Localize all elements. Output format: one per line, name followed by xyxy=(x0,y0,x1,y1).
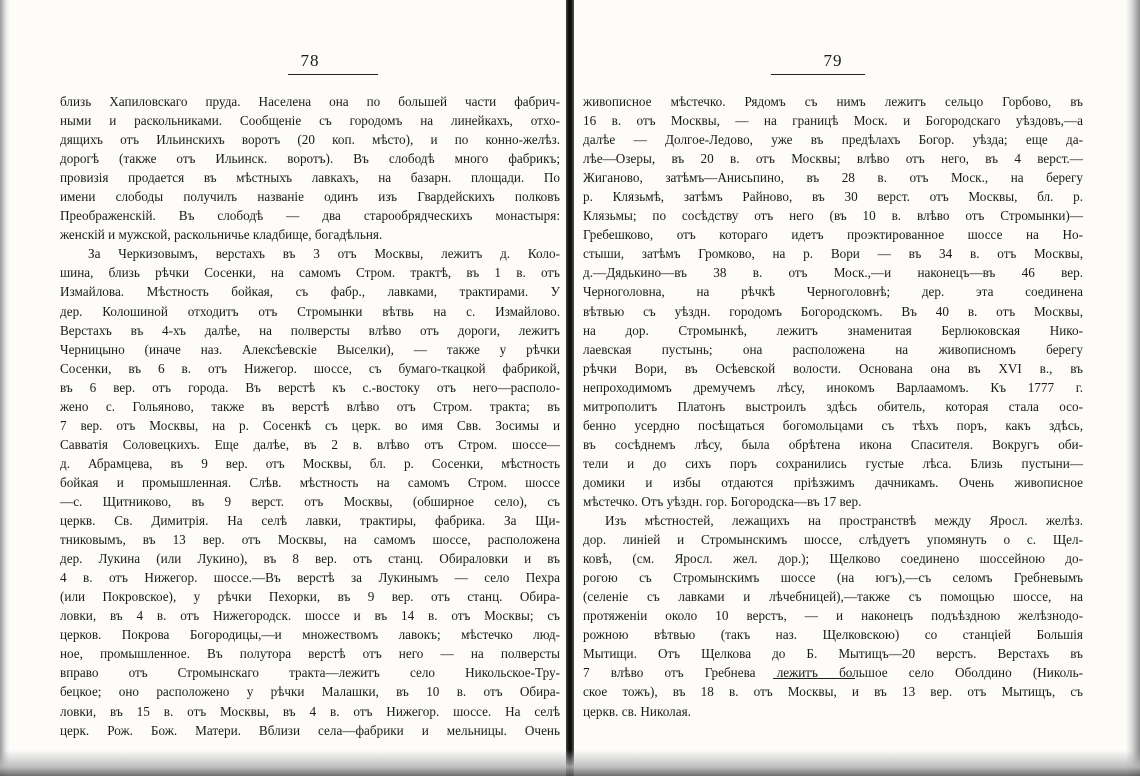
page-text xyxy=(583,92,1083,721)
text-line: ное, промышленное. Въ полутора верстѣ отъ него — на полверсты xyxy=(60,646,560,662)
text-line: бенно усердно посѣщаться богомольцами съ тѣхъ поръ, какъ здѣсь, xyxy=(583,417,1083,433)
text-line: Черноголовна, на рѣчкѣ Черноголовнѣ; дер. эта соединена xyxy=(583,284,1083,300)
text-line: —с. Щитниково, въ 9 верст. отъ Москвы, (обширное село), съ xyxy=(60,493,560,509)
text-line: шина, близь рѣчки Сосенки, на самомъ Стром. трактѣ, въ 1 в. отъ xyxy=(60,265,560,281)
text-line: имени слободы получилъ названіе одинъ изъ Гвардейскихъ полковъ xyxy=(60,189,560,205)
right-page xyxy=(583,0,1083,776)
text-line: дер. Лукина (или Лукино), въ 8 вер. отъ станц. Обираловки и въ xyxy=(60,551,560,567)
book-gutter xyxy=(566,0,574,776)
text-line: дор. линіей и Стромынскимъ шоссе, слѣдуетъ упомянуть о с. Щел- xyxy=(583,532,1083,548)
scan-bottom-edge xyxy=(0,750,1140,776)
text-line: церк. Рож. Бож. Матери. Вблизи села—фабрики и мельницы. Очень xyxy=(60,722,560,738)
text-line: стыши, затѣмъ Громково, на р. Вори — въ 34 в. отъ Москвы, xyxy=(583,246,1083,262)
text-line: вѣтвью съ уѣздн. городомъ Богородскомъ. Въ 40 в. отъ Москвы, xyxy=(583,303,1083,319)
page-number: 79 xyxy=(823,51,843,70)
text-line: на дор. Стромынкѣ, лежитъ знаменитая Берлюковская Нико- xyxy=(583,322,1083,338)
header-rule xyxy=(288,74,378,75)
text-line: Гребешково, отъ котораго идетъ проэктированное шоссе на Но- xyxy=(583,227,1083,243)
text-line: домики и избы отдаются пріѣзжимъ дачникамъ. Очень живописное xyxy=(583,474,1083,490)
text-line: рѣчки Вори, въ Осѣевской волости. Основана она въ XVI в., въ xyxy=(583,360,1083,376)
section-end-rule xyxy=(773,678,855,679)
text-line: (или Покровское), у рѣчки Пехорки, въ 9 вер. отъ станц. Обира- xyxy=(60,589,560,605)
text-line: Сосенки, въ 6 в. отъ Нижегор. шоссе, съ бумаго-ткацкой фабрикой, xyxy=(60,360,560,376)
text-line: въ сосѣднемъ лѣсу, была обрѣтена икона Спасителя. Вокругъ оби- xyxy=(583,436,1083,452)
text-line: въ 6 вер. отъ города. Въ верстѣ къ с.-востоку отъ него—располо- xyxy=(60,379,560,395)
text-line: протяженіи около 10 верстъ, — и наконецъ подъѣздною желѣзнодо- xyxy=(583,608,1083,624)
text-line: 4 в. отъ Нижегор. шоссе.—Въ верстѣ за Лукинымъ — село Пехра xyxy=(60,570,560,586)
text-line: 16 в. отъ Москвы, — на границѣ Моск. и Богородскаго уѣздовъ,—а xyxy=(583,113,1083,129)
text-line: За Черкизовымъ, верстахъ въ 3 отъ Москвы, лежитъ д. Коло- xyxy=(88,246,560,262)
text-line: ловки, въ 4 в. отъ Нижегородск. шоссе и въ 14 в. отъ Москвы; съ xyxy=(60,608,560,624)
text-line: дер. Колошиной отходитъ отъ Стромынки вѣтвь на с. Измайлово. xyxy=(60,303,560,319)
text-line: ское тожъ), въ 18 в. отъ Москвы, и въ 13 вер. отъ Мытищъ, съ xyxy=(583,684,1083,700)
text-line: рогою съ Стромынскимъ шоссе (на югъ),—съ селомъ Гребневымъ xyxy=(583,570,1083,586)
text-line: тниковымъ, въ 13 вер. отъ Москвы, на самомъ шоссе, расположена xyxy=(60,532,560,548)
text-line: ловки, въ 15 в. отъ Москвы, въ 4 в. отъ Нижегор. шоссе. На селѣ xyxy=(60,703,560,719)
text-line: рожною вѣтвью (такъ наз. Щелковскою) со станціей Большія xyxy=(583,627,1083,643)
text-line: 7 влѣво отъ Гребнева лежитъ большое село Оболдино (Николь- xyxy=(583,665,1083,681)
text-line: р. Клязьмѣ, затѣмъ Райново, въ 30 верст. отъ Москвы, бл. р. xyxy=(583,189,1083,205)
text-line: непроходимомъ дремучемъ лѣсу, инокомъ Варлаамомъ. Къ 1777 г. xyxy=(583,379,1083,395)
text-line: Клязьмы; по сосѣдству отъ него (въ 10 в. влѣво отъ Стромынки)— xyxy=(583,208,1083,224)
text-line: Мытищи. Отъ Щелкова до Б. Мытищъ—20 верстъ. Верстахъ въ xyxy=(583,646,1083,662)
text-line: (селеніе съ лавками и лѣчебницей),—также съ помощью шоссе, на xyxy=(583,589,1083,605)
page-number: 78 xyxy=(300,51,320,70)
text-line: тели и до сихъ поръ сохранились густые лѣса. Близь пустыни— xyxy=(583,455,1083,471)
text-line: бойкая и промышленная. Слѣв. мѣстность на самомъ Стром. шоссе xyxy=(60,474,560,490)
text-line: лѣе—Озеры, въ 20 в. отъ Москвы; влѣво отъ него, въ 4 верст.— xyxy=(583,151,1083,167)
page-text xyxy=(60,92,560,740)
text-line: д.—Дядькино—въ 38 в. отъ Моск.,—и наконецъ—въ 46 вер. xyxy=(583,265,1083,281)
text-line: далѣе — Долгое-Ледово, уже въ предѣлахъ Богор. уѣзда; еще да- xyxy=(583,132,1083,148)
text-line: церкв. Св. Димитрія. На селѣ лавки, трактиры, фабрика. За Щи- xyxy=(60,513,560,529)
text-line: церков. Покрова Богородицы,—и множествомъ лавокъ; мѣстечко люд- xyxy=(60,627,560,643)
header-rule xyxy=(771,74,865,75)
text-line: Черницыно (иначе наз. Алексѣевскіе Выселки), — также у рѣчки xyxy=(60,341,560,357)
text-line: ными и раскольниками. Сообщеніе съ городомъ на линейкахъ, отхо- xyxy=(60,113,560,129)
text-line: Изъ мѣстностей, лежащихъ на пространствѣ между Яросл. желѣз. xyxy=(605,513,1083,529)
text-line: Жиганово, затѣмъ—Анисьпино, въ 28 в. отъ Моск., на берегу xyxy=(583,170,1083,186)
text-line: 7 вер. отъ Москвы, на р. Сосенкѣ съ церк. во имя Свв. Зосимы и xyxy=(60,417,560,433)
text-line: дящихъ отъ Ильинскихъ воротъ (20 коп. мѣсто), и по конно-желѣз. xyxy=(60,132,560,148)
text-line: лаевская пустынь; она расположена на живописномъ берегу xyxy=(583,341,1083,357)
text-line: мѣстечко. Отъ уѣздн. гор. Богородска—въ 17 вер. xyxy=(583,493,862,509)
right-page-edge xyxy=(1126,0,1140,776)
text-line: д. Абрамцева, въ 9 вер. отъ Москвы, бл. р. Сосенки, мѣстность xyxy=(60,455,560,471)
text-line: ковѣ, (см. Яросл. жел. дор.); Щелково соединено шоссейною до- xyxy=(583,551,1083,567)
text-line: митрополитъ Платонъ выстроилъ здѣсь обитель, которая стала осо- xyxy=(583,398,1083,414)
text-line: Савватія Соловецкихъ. Еще далѣе, въ 2 в. влѣво отъ Стром. шоссе— xyxy=(60,436,560,452)
text-line: живописное мѣстечко. Рядомъ съ нимъ лежитъ сельцо Горбово, въ xyxy=(583,94,1083,109)
text-line: жено с. Гольяново, также въ верстѣ влѣво отъ Стром. тракта; въ xyxy=(60,398,560,414)
text-line: вправо отъ Стромынскаго тракта—лежитъ село Никольское-Тру- xyxy=(60,665,560,681)
text-line: дорогѣ (также отъ Ильинск. воротъ). Въ слободѣ много фабрикъ; xyxy=(60,151,560,167)
text-line: провизія продается въ мѣстныхъ лавкахъ, на базарн. площади. По xyxy=(60,170,560,186)
text-line: Измайлова. Мѣстность бойкая, съ фабр., лавками, трактирами. У xyxy=(60,284,560,300)
text-line: Преображенскій. Въ слободѣ — два старообрядческихъ монастыря: xyxy=(60,208,560,224)
text-line: церкв. св. Николая. xyxy=(583,703,691,719)
text-line: бецкое; оно расположено у рѣчки Малашки, въ 10 в. отъ Обира- xyxy=(60,684,560,700)
text-line: близь Хапиловскаго пруда. Населена она по большей части фабрич- xyxy=(60,94,560,109)
text-line: женскій и мужской, раскольничье кладбище, богадѣльня. xyxy=(60,227,383,243)
text-line: Верстахъ въ 4-хъ далѣе, на полверсты влѣво отъ дороги, лежитъ xyxy=(60,322,560,338)
left-page xyxy=(60,0,560,776)
left-page-edge xyxy=(0,0,10,776)
